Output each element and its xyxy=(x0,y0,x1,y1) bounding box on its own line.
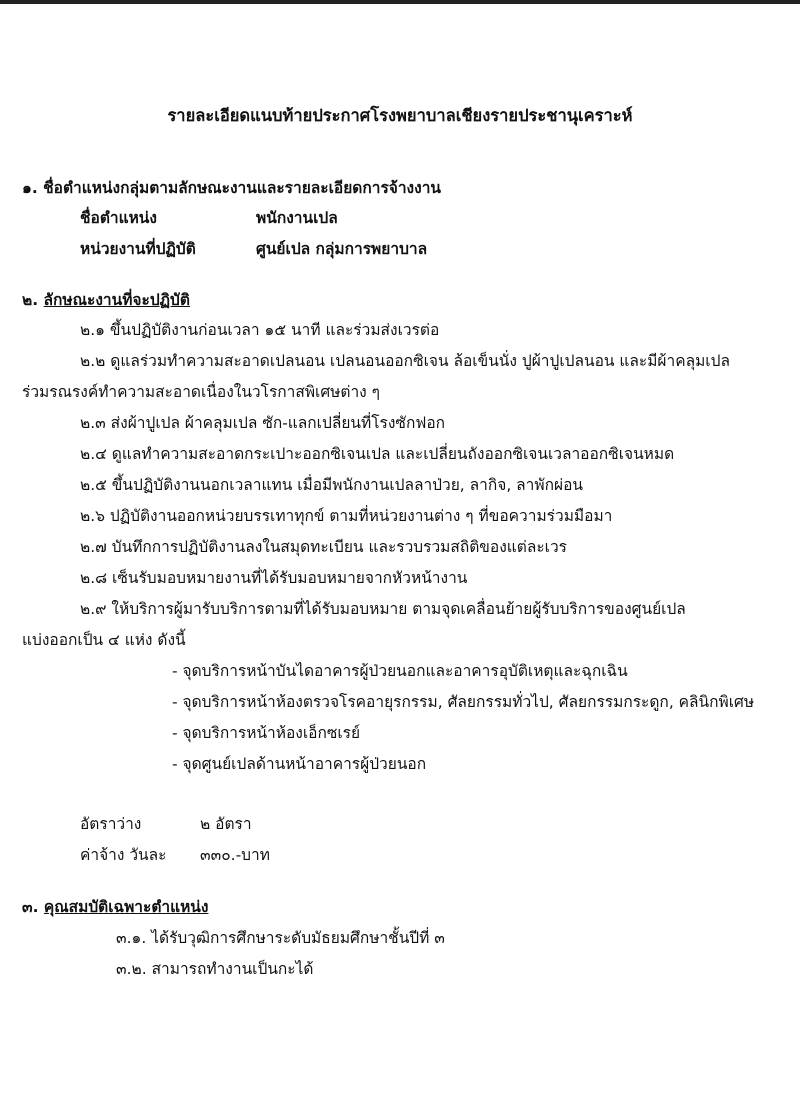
list-item: ๒.๑ ขึ้นปฏิบัติงานก่อนเวลา ๑๕ นาที และร่วมส่งเวรต่อ xyxy=(80,321,440,339)
section1-heading: ๑. ชื่อตำแหน่งกลุ่มตามลักษณะงานและรายละเอียดการจ้างงาน xyxy=(22,179,441,197)
list-item: ๒.๗ บันทึกการปฏิบัติงานลงในสมุดทะเบียน และรวบรวมสถิติของแต่ละเวร xyxy=(80,538,567,556)
service-point: - จุดบริการหน้าห้องเอ็กซเรย์ xyxy=(172,724,361,742)
unit-value: ศูนย์เปล กลุ่มการพยาบาล xyxy=(256,240,428,258)
document-title: รายละเอียดแนบท้ายประกาศโรงพยาบาลเชียงรายประชานุเคราะห์ xyxy=(167,106,633,125)
service-point: - จุดบริการหน้าห้องตรวจโรคอายุรกรรม, ศัลยกรรมทั่วไป, ศัลยกรรมกระดูก, คลินิกพิเศษ xyxy=(172,693,755,711)
list-item: ๒.๒ ดูแลร่วมทำความสะอาดเปลนอน เปลนอนออกซิเจน ล้อเข็นนั่ง ปูผ้าปูเปลนอน และมีผ้าคลุมเปล xyxy=(80,352,730,370)
position-label: ชื่อตำแหน่ง xyxy=(80,209,157,227)
list-item: ๒.๓ ส่งผ้าปูเปล ผ้าคลุมเปล ซัก-แลกเปลี่ยนที่โรงซักฟอก xyxy=(80,414,446,432)
list-item: ๒.๖ ปฏิบัติงานออกหน่วยบรรเทาทุกข์ ตามที่หน่วยงานต่าง ๆ ที่ขอความร่วมมือมา xyxy=(80,507,613,525)
section2-title: ลักษณะงานที่จะปฏิบัติ xyxy=(43,291,190,309)
scan-top-border xyxy=(0,0,800,4)
position-value: พนักงานเปล xyxy=(256,209,338,227)
qualification-item: ๓.๒. สามารถทำงานเป็นกะได้ xyxy=(116,960,314,978)
wage-value: ๓๓๐.-บาท xyxy=(200,846,270,864)
list-item: ๒.๕ ขึ้นปฏิบัติงานนอกเวลาแทน เมื่อมีพนักงานเปลลาป่วย, ลากิจ, ลาพักผ่อน xyxy=(80,476,583,494)
list-item: ๒.๙ ให้บริการผู้มารับบริการตามที่ได้รับมอบหมาย ตามจุดเคลื่อนย้ายผู้รับบริการของศูนย์เปล xyxy=(80,600,686,618)
list-item: ๒.๔ ดูแลทำความสะอาดกระเปาะออกซิเจนเปล และเปลี่ยนถังออกซิเจนเวลาออกซิเจนหมด xyxy=(80,445,675,463)
section2-number: ๒. xyxy=(22,291,39,309)
list-item-continuation: แบ่งออกเป็น ๔ แห่ง ดังนี้ xyxy=(22,631,186,649)
section2-heading xyxy=(22,288,190,312)
list-item-continuation: ร่วมรณรงค์ทำความสะอาดเนื่องในวโรกาสพิเศษต่าง ๆ xyxy=(22,383,380,401)
section3-number: ๓. xyxy=(22,898,39,916)
wage-label: ค่าจ้าง วันละ xyxy=(80,846,167,864)
service-point: - จุดบริการหน้าบันไดอาคารผู้ป่วยนอกและอาคารอุบัติเหตุและฉุกเฉิน xyxy=(172,662,628,680)
unit-label: หน่วยงานที่ปฏิบัติ xyxy=(80,240,196,258)
section3-title: คุณสมบัติเฉพาะตำแหน่ง xyxy=(43,898,209,916)
vacancy-value: ๒ อัตรา xyxy=(200,815,252,833)
section3-heading xyxy=(22,895,208,919)
list-item: ๒.๘ เซ็นรับมอบหมายงานที่ได้รับมอบหมายจากหัวหน้างาน xyxy=(80,569,468,587)
vacancy-label: อัตราว่าง xyxy=(80,815,142,833)
qualification-item: ๓.๑. ได้รับวุฒิการศึกษาระดับมัธยมศึกษาชั้นปีที่ ๓ xyxy=(116,929,445,947)
service-point: - จุดศูนย์เปลด้านหน้าอาคารผู้ป่วยนอก xyxy=(172,755,427,773)
